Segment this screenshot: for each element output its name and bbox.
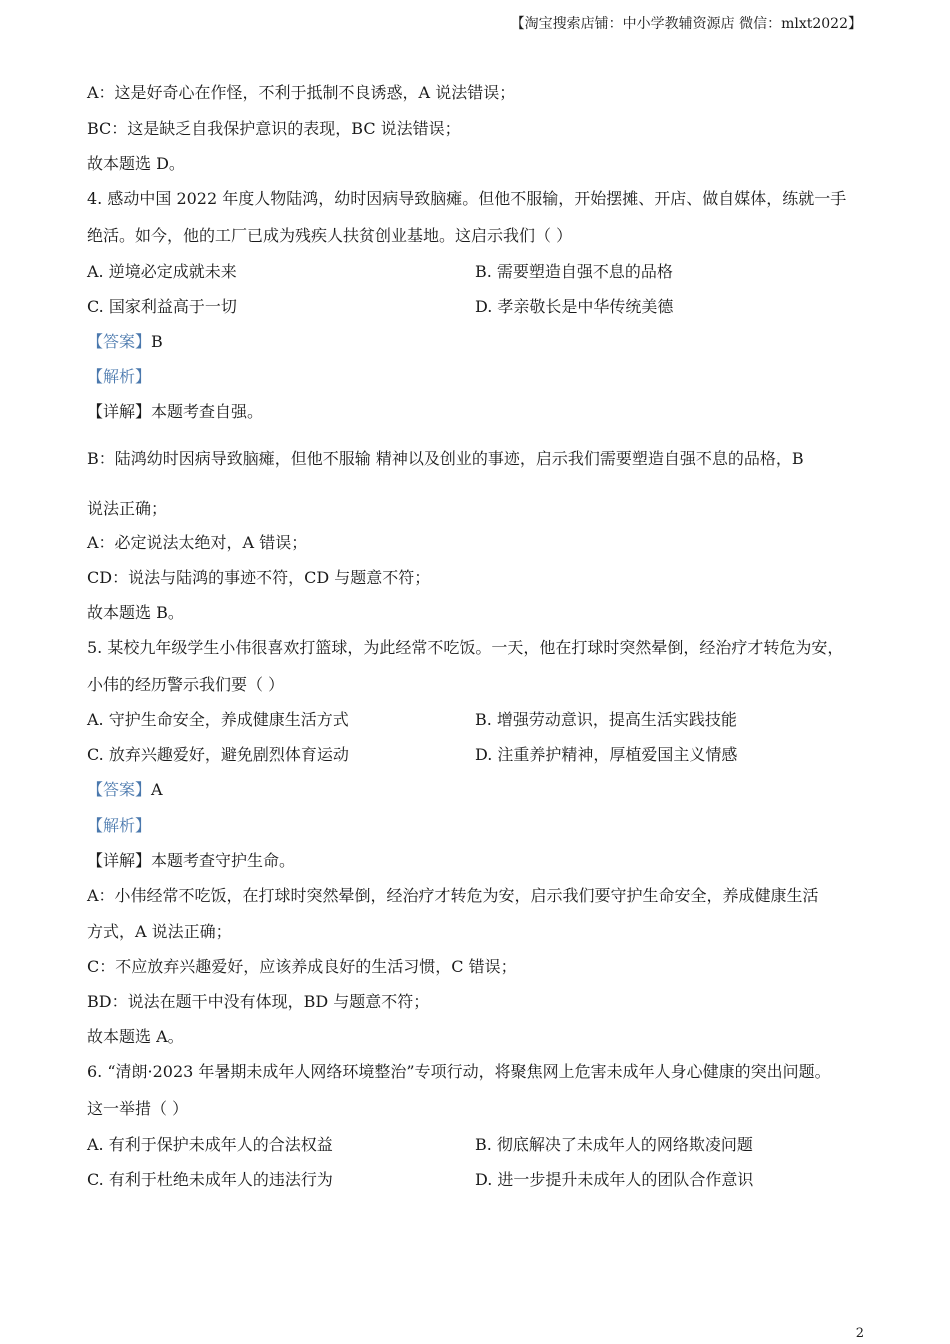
q5-conclusion: 故本题选 A。 — [87, 1027, 184, 1046]
answer-value: A — [151, 780, 163, 799]
q6-stem-line-2: 这一举措（ ） — [87, 1099, 189, 1118]
q6-stem-line-1: 6. “清朗·2023 年暑期未成年人网络环境整治”专项行动，将聚焦网上危害未成年人身心健康的突出问题。 — [87, 1062, 831, 1081]
q4-option-c: C. 国家利益高于一切 — [87, 297, 237, 316]
q5-detail: 【详解】本题考查守护生命。 — [87, 851, 296, 870]
q5-option-b: B. 增强劳动意识，提高生活实践技能 — [475, 710, 737, 729]
q6-option-c: C. 有利于杜绝未成年人的违法行为 — [87, 1170, 333, 1189]
answer-tag: 【答案】 — [87, 780, 152, 799]
q5-stem-line-1: 5. 某校九年级学生小伟很喜欢打篮球，为此经常不吃饭。一天，他在打球时突然晕倒，经治疗才转危为安， — [87, 638, 844, 657]
answer-value: B — [151, 332, 163, 351]
q5-explanation-1: A：小伟经常不吃饭，在打球时突然晕倒，经治疗才转危为安，启示我们要守护生命安全，养成健康生活 — [87, 886, 819, 905]
carryover-explanation-a: A：这是好奇心在作怪，不利于抵制不良诱惑，A 说法错误； — [87, 83, 516, 102]
page-number: 2 — [855, 1326, 864, 1341]
q4-option-b: B. 需要塑造自强不息的品格 — [475, 262, 673, 281]
carryover-conclusion: 故本题选 D。 — [87, 154, 185, 173]
q4-stem-line-1: 4. 感动中国 2022 年度人物陆鸿，幼时因病导致脑瘫。但他不服输，开始摆摊、开店、做自媒体，练就一手 — [87, 189, 847, 208]
carryover-explanation-bc: BC：这是缺乏自我保护意识的表现，BC 说法错误； — [87, 119, 461, 138]
q4-option-a: A. 逆境必定成就未来 — [87, 262, 237, 281]
page-header: 【淘宝搜索店铺：中小学教辅资源店 微信：mlxt2022】 — [510, 16, 862, 32]
q4-explanation-1: B：陆鸿幼时因病导致脑瘫，但他不服输 精神以及创业的事迹，启示我们需要塑造自强不息的品格，B — [87, 449, 804, 468]
q4-explanation-2: 说法正确； — [87, 499, 168, 518]
q5-analysis-tag: 【解析】 — [87, 816, 152, 835]
q5-explanation-2: 方式，A 说法正确； — [87, 922, 232, 941]
q6-option-d: D. 进一步提升未成年人的团队合作意识 — [475, 1170, 754, 1189]
q5-explanation-4: BD：说法在题干中没有体现，BD 与题意不符； — [87, 992, 430, 1011]
q5-option-c: C. 放弃兴趣爱好，避免剧烈体育运动 — [87, 745, 349, 764]
q6-option-b: B. 彻底解决了未成年人的网络欺凌问题 — [475, 1135, 753, 1154]
q5-explanation-3: C：不应放弃兴趣爱好，应该养成良好的生活习惯，C 错误； — [87, 957, 517, 976]
q5-option-a: A. 守护生命安全，养成健康生活方式 — [87, 710, 349, 729]
q4-answer — [87, 329, 163, 352]
q5-answer — [87, 777, 163, 800]
q4-detail: 【详解】本题考查自强。 — [87, 402, 264, 421]
q4-analysis-tag: 【解析】 — [87, 367, 152, 386]
q5-stem-line-2: 小伟的经历警示我们要（ ） — [87, 675, 285, 694]
answer-tag: 【答案】 — [87, 332, 152, 351]
q6-option-a: A. 有利于保护未成年人的合法权益 — [87, 1135, 333, 1154]
q5-option-d: D. 注重养护精神，厚植爱国主义情感 — [475, 745, 738, 764]
q4-explanation-4: CD：说法与陆鸿的事迹不符，CD 与题意不符； — [87, 568, 431, 587]
q4-stem-line-2: 绝活。如今，他的工厂已成为残疾人扶贫创业基地。这启示我们（ ） — [87, 226, 573, 245]
q4-conclusion: 故本题选 B。 — [87, 603, 184, 622]
q4-explanation-3: A：必定说法太绝对，A 错误； — [87, 533, 308, 552]
q4-option-d: D. 孝亲敬长是中华传统美德 — [475, 297, 674, 316]
